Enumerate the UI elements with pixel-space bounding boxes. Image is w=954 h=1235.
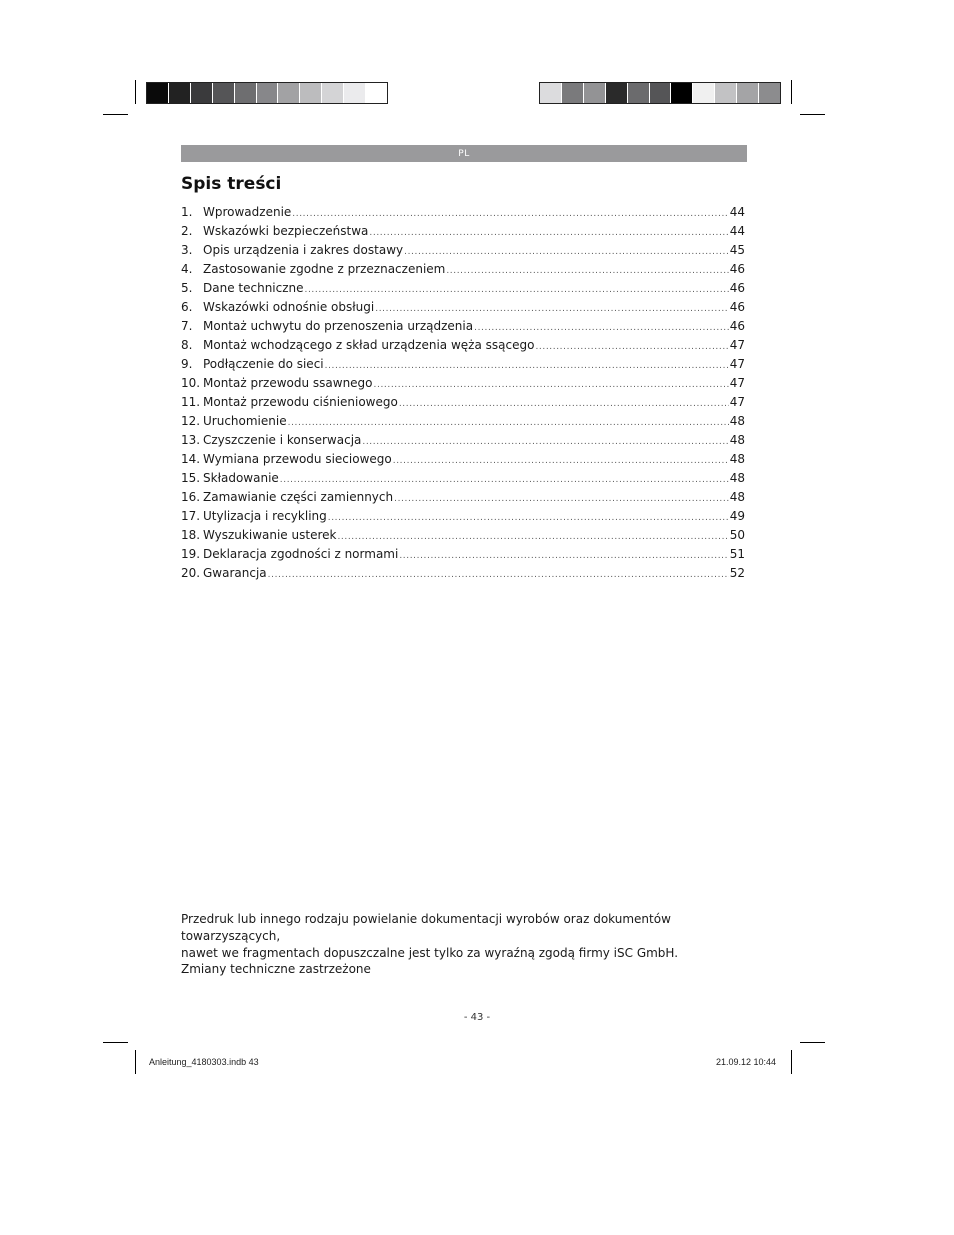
toc-entry[interactable]	[181, 431, 745, 450]
toc-entry-label: Montaż przewodu ssawnego	[203, 376, 373, 390]
crop-mark	[103, 114, 128, 115]
toc-dot-leader	[404, 243, 729, 262]
footer-file: Anleitung_4180303.indb 43	[149, 1057, 259, 1067]
toc-entry[interactable]	[181, 222, 745, 241]
crop-mark	[800, 114, 825, 115]
toc-entry-label: Podłączenie do sieci	[203, 357, 324, 371]
toc-entry-number: 3.	[181, 243, 193, 257]
color-swatch	[257, 83, 279, 103]
color-swatch	[715, 83, 737, 103]
toc-entry[interactable]	[181, 336, 745, 355]
toc-dot-leader	[362, 433, 728, 452]
toc-entry-label: Składowanie	[203, 471, 279, 485]
color-calibration-bar-right	[539, 82, 781, 104]
color-swatch	[606, 83, 628, 103]
toc-entry[interactable]	[181, 450, 745, 469]
toc-dot-leader	[369, 224, 728, 243]
toc-entry[interactable]	[181, 241, 745, 260]
toc-entry-number: 10.	[181, 376, 201, 390]
toc-entry-number: 17.	[181, 509, 201, 523]
color-swatch	[737, 83, 759, 103]
toc-entry-label: Montaż wchodzącego z skład urządzenia węża ssącego	[203, 338, 535, 352]
toc-entry-number: 4.	[181, 262, 193, 276]
toc-entry-number: 1.	[181, 205, 193, 219]
toc-entry[interactable]	[181, 469, 745, 488]
toc-entry[interactable]	[181, 545, 745, 564]
toc-entry-label: Wymiana przewodu sieciowego	[203, 452, 392, 466]
toc-entry-page: 46	[729, 300, 745, 314]
toc-entry-page: 47	[729, 376, 745, 390]
toc-entry-label: Utylizacja i recykling	[203, 509, 327, 523]
toc-entry[interactable]	[181, 526, 745, 545]
toc-entry-label: Wskazówki odnośnie obsługi	[203, 300, 375, 314]
toc-entry[interactable]	[181, 393, 745, 412]
toc-entry-page: 45	[729, 243, 745, 257]
toc-entry-label: Zamawianie części zamiennych	[203, 490, 394, 504]
toc-dot-leader	[374, 376, 729, 395]
toc-dot-leader	[399, 395, 729, 414]
toc-entry[interactable]	[181, 412, 745, 431]
color-swatch	[213, 83, 235, 103]
technical-changes-note: Zmiany techniczne zastrzeżone	[181, 962, 371, 976]
toc-title: Spis treści	[181, 174, 282, 194]
toc-entry-label: Montaż przewodu ciśnieniowego	[203, 395, 398, 409]
toc-entry-label: Zastosowanie zgodne z przeznaczeniem	[203, 262, 446, 276]
color-swatch	[147, 83, 169, 103]
toc-dot-leader	[394, 490, 729, 509]
crop-mark	[791, 80, 792, 104]
toc-dot-leader	[399, 547, 728, 566]
toc-entry-number: 16.	[181, 490, 201, 504]
table-of-contents	[181, 203, 745, 583]
toc-entry-number: 6.	[181, 300, 193, 314]
toc-entry-page: 46	[729, 319, 745, 333]
crop-mark	[800, 1042, 825, 1043]
toc-entry-label: Wskazówki bezpieczeństwa	[203, 224, 369, 238]
color-swatch	[628, 83, 650, 103]
color-swatch	[169, 83, 191, 103]
language-label: PL	[458, 148, 470, 159]
color-swatch	[235, 83, 257, 103]
color-swatch	[671, 83, 693, 103]
color-swatch	[344, 83, 366, 103]
color-swatch	[584, 83, 606, 103]
language-header-bar	[181, 145, 747, 162]
toc-entry-number: 7.	[181, 319, 193, 333]
toc-entry-label: Opis urządzenia i zakres dostawy	[203, 243, 404, 257]
footer-datetime: 21.09.12 10:44	[716, 1057, 777, 1067]
toc-entry-page: 46	[729, 281, 745, 295]
toc-entry-label: Deklaracja zgodności z normami	[203, 547, 399, 561]
toc-entry-page: 47	[729, 395, 745, 409]
toc-entry-page: 47	[729, 357, 745, 371]
toc-dot-leader	[446, 262, 728, 281]
toc-entry-label: Wprowadzenie	[203, 205, 292, 219]
color-swatch	[322, 83, 344, 103]
toc-entry-label: Gwarancja	[203, 566, 267, 580]
toc-entry-page: 44	[729, 224, 745, 238]
toc-entry-page: 46	[729, 262, 745, 276]
toc-entry-page: 48	[729, 414, 745, 428]
toc-entry[interactable]	[181, 279, 745, 298]
crop-mark	[135, 1050, 136, 1074]
toc-dot-leader	[393, 452, 729, 471]
page-number: - 43 -	[463, 1012, 491, 1023]
toc-entry[interactable]	[181, 488, 745, 507]
toc-entry-page: 50	[729, 528, 745, 542]
color-swatch	[191, 83, 213, 103]
toc-entry-number: 20.	[181, 566, 201, 580]
toc-entry-page: 48	[729, 490, 745, 504]
crop-mark	[791, 1050, 792, 1074]
toc-entry-label: Czyszczenie i konserwacja	[203, 433, 362, 447]
toc-entry[interactable]	[181, 507, 745, 526]
toc-entry-label: Montaż uchwytu do przenoszenia urządzenia	[203, 319, 474, 333]
toc-entry-number: 13.	[181, 433, 201, 447]
toc-entry-number: 9.	[181, 357, 193, 371]
color-swatch	[540, 83, 562, 103]
toc-dot-leader	[268, 566, 729, 585]
color-swatch	[278, 83, 300, 103]
toc-entry-number: 15.	[181, 471, 201, 485]
color-calibration-bar-left	[146, 82, 388, 104]
toc-entry-number: 11.	[181, 395, 201, 409]
toc-entry-page: 48	[729, 452, 745, 466]
toc-entry[interactable]	[181, 203, 745, 222]
copyright-notice	[181, 911, 751, 962]
toc-entry[interactable]	[181, 260, 745, 279]
toc-entry-page: 51	[729, 547, 745, 561]
toc-dot-leader	[325, 357, 729, 376]
toc-entry-page: 47	[729, 338, 745, 352]
toc-entry-page: 52	[729, 566, 745, 580]
toc-entry-label: Uruchomienie	[203, 414, 287, 428]
toc-entry[interactable]	[181, 374, 745, 393]
toc-dot-leader	[328, 509, 729, 528]
color-swatch	[693, 83, 715, 103]
toc-entry-label: Dane techniczne	[203, 281, 304, 295]
toc-entry-number: 12.	[181, 414, 201, 428]
toc-entry[interactable]	[181, 564, 745, 583]
toc-entry-page: 48	[729, 471, 745, 485]
toc-entry-number: 8.	[181, 338, 193, 352]
crop-mark	[135, 80, 136, 104]
crop-mark	[103, 1042, 128, 1043]
color-swatch	[759, 83, 780, 103]
toc-entry[interactable]	[181, 355, 745, 374]
color-swatch	[366, 83, 387, 103]
color-swatch	[300, 83, 322, 103]
toc-entry-number: 19.	[181, 547, 201, 561]
toc-entry-number: 5.	[181, 281, 193, 295]
color-swatch	[650, 83, 672, 103]
toc-entry-page: 44	[729, 205, 745, 219]
toc-entry[interactable]	[181, 298, 745, 317]
toc-entry-number: 18.	[181, 528, 201, 542]
toc-dot-leader	[535, 338, 728, 357]
toc-entry-page: 48	[729, 433, 745, 447]
toc-entry-number: 14.	[181, 452, 201, 466]
copyright-line-2: nawet we fragmentach dopuszczalne jest tylko za wyraźną zgodą firmy iSC GmbH.	[181, 946, 679, 960]
toc-entry-label: Wyszukiwanie usterek	[203, 528, 337, 542]
toc-entry[interactable]	[181, 317, 745, 336]
color-swatch	[562, 83, 584, 103]
toc-entry-number: 2.	[181, 224, 193, 238]
toc-entry-page: 49	[729, 509, 745, 523]
copyright-line-1: Przedruk lub innego rodzaju powielanie dokumentacji wyrobów oraz dokumentów towarzyszących,	[181, 912, 671, 943]
